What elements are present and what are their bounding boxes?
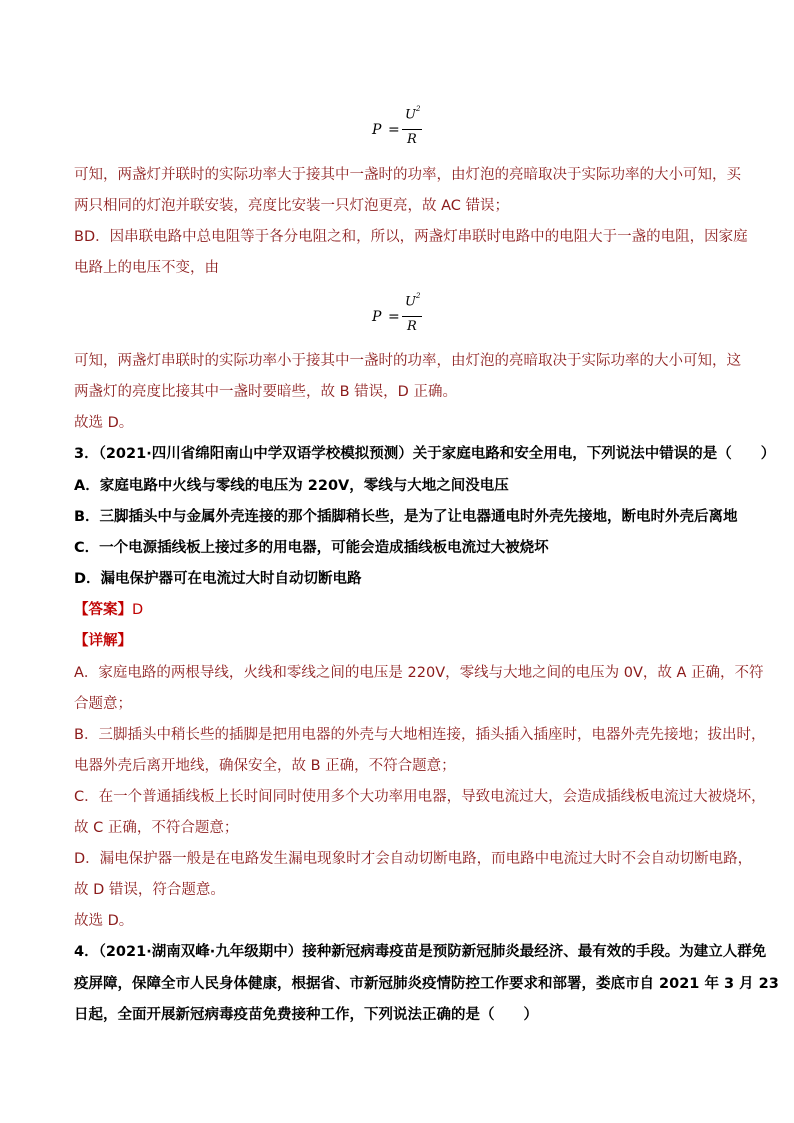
formula-equals: = — [388, 309, 400, 325]
detail-label: 【详解】 — [74, 633, 132, 649]
option-d: D．漏电保护器可在电流过大时自动切断电路 — [74, 571, 362, 587]
question-stem: 3．（2021·四川省绵阳南山中学双语学校模拟预测）关于家庭电路和安全用电，下列说法中错误的是（ ） — [74, 446, 776, 462]
detail-line: 故选 D。 — [74, 913, 134, 929]
detail-line: 故 C 正确，不符合题意； — [74, 820, 239, 836]
detail-line: A．家庭电路的两根导线，火线和零线之间的电压是 220V，零线与大地之间的电压为 0V，故 A 正确，不符 — [74, 665, 764, 681]
formula-numerator: $U^2$ — [405, 292, 421, 310]
answer-row — [74, 600, 143, 620]
fraction-bar — [402, 316, 422, 317]
explanation-line: 故选 D。 — [74, 415, 134, 431]
explanation-line: 可知，两盏灯串联时的实际功率小于接其中一盏时的功率，由灯泡的亮暗取决于实际功率的大小可知，这 — [74, 353, 741, 369]
detail-line: 故 D 错误，符合题意。 — [74, 882, 225, 898]
question-stem: 疫屏障，保障全市人民身体健康，根据省、市新冠肺炎疫情防控工作要求和部署，娄底市自 2021 年 3 月 23 — [74, 976, 779, 992]
option-a: A．家庭电路中火线与零线的电压为 220V，零线与大地之间没电压 — [74, 478, 509, 494]
power-formula — [0, 105, 794, 160]
detail-line: B．三脚插头中稍长些的插脚是把用电器的外壳与大地相连接，插头插入插座时，电器外壳先接地；拔出时， — [74, 727, 766, 743]
explanation-line: 两只相同的灯泡并联安装，亮度比安装一只灯泡更亮，故 AC 错误； — [74, 198, 510, 214]
formula-lhs: P — [372, 309, 382, 325]
explanation-line: BD．因串联电路中总电阻等于各分电阻之和，所以，两盏灯串联时电路中的电阻大于一盏的电阻，因家庭 — [74, 229, 748, 245]
option-c: C．一个电源插线板上接过多的用电器，可能会造成插线板电流过大被烧坏 — [74, 540, 549, 556]
detail-line: 电器外壳后离开地线，确保安全，故 B 正确，不符合题意； — [74, 758, 456, 774]
answer-value: D — [132, 602, 144, 618]
formula-lhs: P — [372, 122, 382, 138]
explanation-line: 可知，两盏灯并联时的实际功率大于接其中一盏时的功率，由灯泡的亮暗取决于实际功率的大小可知，买 — [74, 167, 741, 183]
power-formula — [0, 292, 794, 347]
question-stem: 4．（2021·湖南双峰·九年级期中）接种新冠病毒疫苗是预防新冠肺炎最经济、最有效的手段。为建立人群免 — [74, 944, 767, 960]
detail-line: D．漏电保护器一般是在电路发生漏电现象时才会自动切断电路，而电路中电流过大时不会自动切断电路， — [74, 851, 753, 867]
answer-label: 【答案】 — [74, 602, 132, 618]
detail-row — [74, 631, 132, 651]
detail-line: 合题意； — [74, 696, 132, 712]
formula-numerator: $U^2$ — [405, 105, 421, 123]
formula-equals: = — [388, 122, 400, 138]
formula-denominator: R — [407, 132, 417, 147]
option-b: B．三脚插头中与金属外壳连接的那个插脚稍长些，是为了让电器通电时外壳先接地，断电时外壳后离地 — [74, 509, 738, 525]
explanation-line: 电路上的电压不变，由 — [74, 260, 219, 276]
question-stem: 日起，全面开展新冠病毒疫苗免费接种工作，下列说法正确的是（ ） — [74, 1007, 538, 1023]
detail-line: C．在一个普通插线板上长时间同时使用多个大功率用电器，导致电流过大，会造成插线板电流过大被烧坏， — [74, 789, 766, 805]
fraction-bar — [402, 129, 422, 130]
formula-denominator: R — [407, 319, 417, 334]
explanation-line: 两盏灯的亮度比接其中一盏时要暗些，故 B 错误，D 正确。 — [74, 384, 457, 400]
